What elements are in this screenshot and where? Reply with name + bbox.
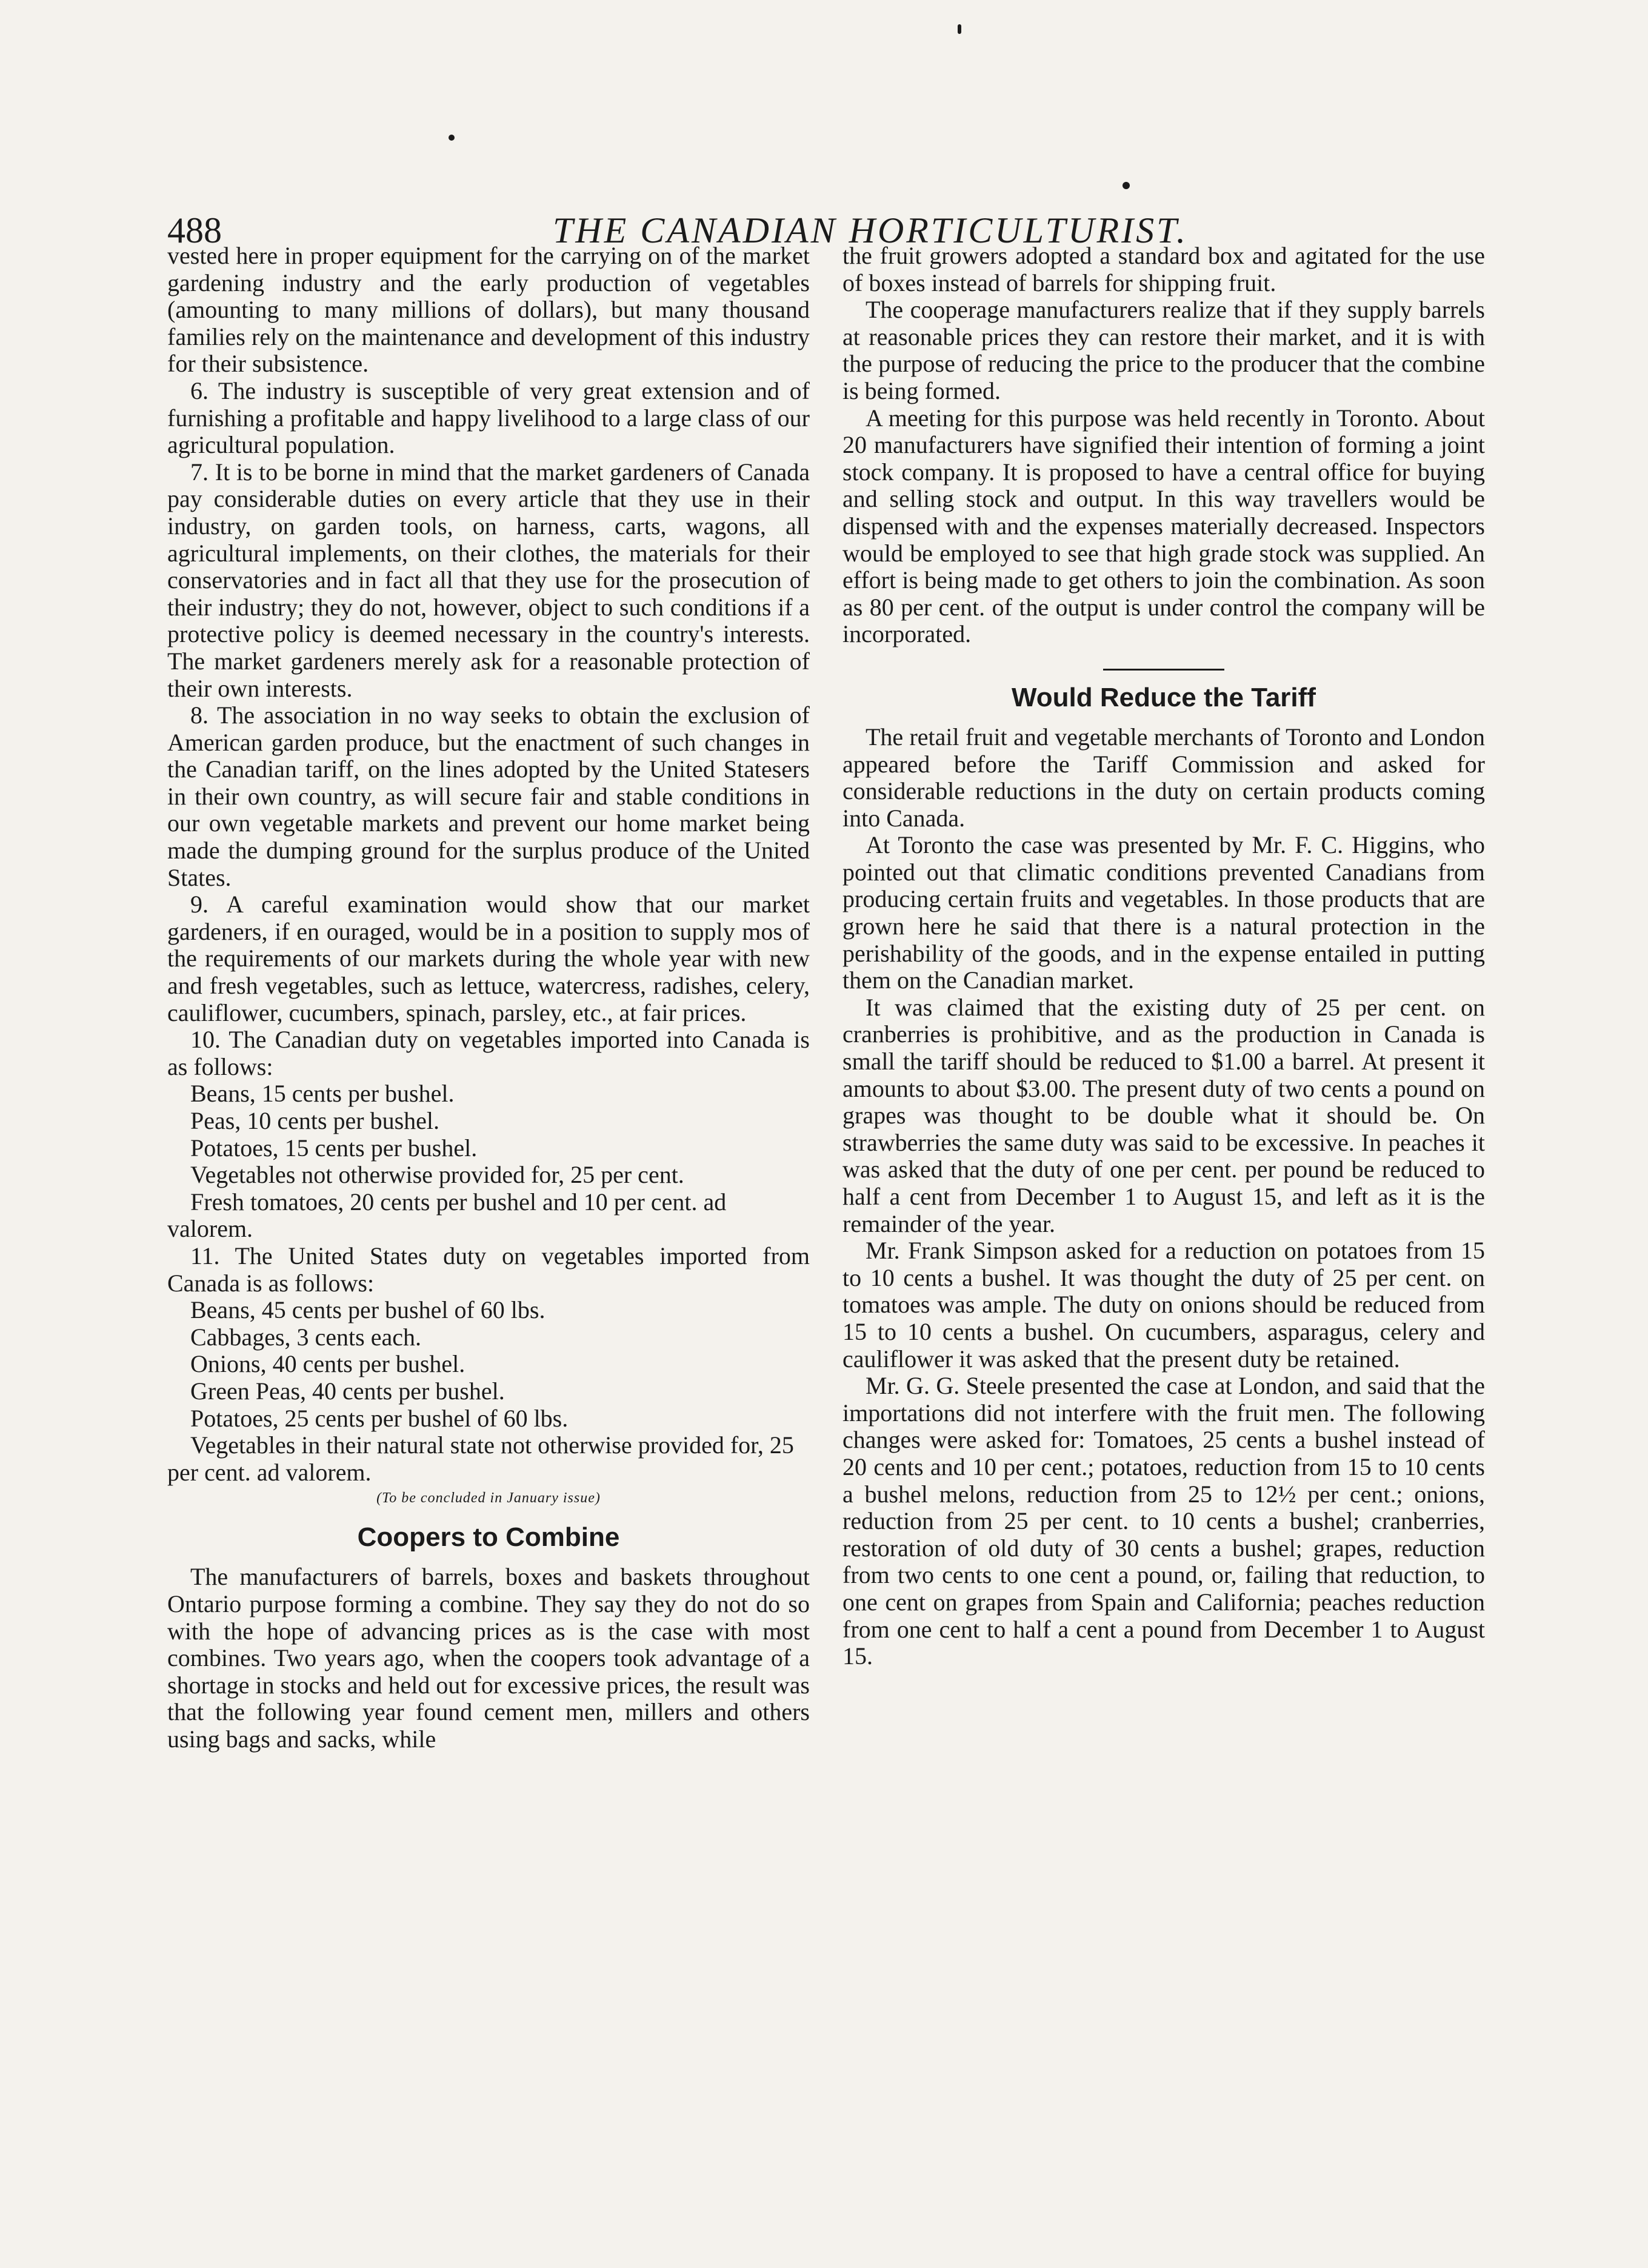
us-duty-list <box>167 1297 810 1486</box>
list-item: Vegetables not otherwise provided for, 25 per cent. <box>190 1161 684 1189</box>
list-item: Green Peas, 40 cents per bushel. <box>190 1377 505 1405</box>
list-item: Potatoes, 25 cents per bushel of 60 lbs. <box>190 1404 569 1432</box>
paragraph-10: 10. The Canadian duty on vegetables imported into Canada is as follows: <box>167 1026 810 1080</box>
section-divider <box>1103 669 1224 671</box>
paragraph: The retail fruit and vegetable merchants of Toronto and London appeared before the Tariff Commission and asked for considerable reductions in the duty on certain products coming into Canada. <box>842 723 1485 832</box>
continuation-note: (To be concluded in January issue) <box>376 1490 601 1507</box>
list-item: Vegetables in their natural state not otherwise provided for, 25 per cent. ad valorem. <box>167 1431 794 1486</box>
list-item: Beans, 15 cents per bushel. <box>190 1080 455 1108</box>
paragraph-8: 8. The association in no way seeks to obtain the exclusion of American garden produce, but the enactment of such changes in the Canadian tariff, on the lines adopted by the United Statesers in their own country, as will secure fair and stable conditions in our own vegetable markets and prevent our home market being made the dumping ground for the surplus produce of the United States. <box>167 701 810 891</box>
section-heading-coopers: Coopers to Combine <box>357 1522 620 1553</box>
list-item: Beans, 45 cents per bushel of 60 lbs. <box>190 1296 545 1324</box>
paragraph: The cooperage manufacturers realize that if they supply barrels at reasonable prices they can restore their market, and it is with the purpose of reducing the price to the producer that the combine is being formed. <box>842 296 1485 404</box>
paragraph: At Toronto the case was presented by Mr. F. C. Higgins, who pointed out that climatic conditions prevented Canadians from producing certain fruits and vegetables. In those products that are grown here he said that there is a natural protection in the perishability of the goods, and in the expense entailed in putting them on the Canadian market. <box>842 831 1485 994</box>
right-column <box>842 243 1485 1670</box>
paragraph-continued: the fruit growers adopted a standard box and agitated for the use of boxes instead of barrels for shipping fruit. <box>842 242 1485 296</box>
paragraph-continued: vested here in proper equipment for the carrying on of the market gardening industry and the early production of vegetables (amounting to many millions of dollars), but many thousand families rely on the maintenance and development of this industry for their subsistence. <box>167 242 810 378</box>
page-number: 488 <box>167 210 222 250</box>
list-item: Onions, 40 cents per bushel. <box>190 1350 465 1378</box>
list-item: Fresh tomatoes, 20 cents per bushel and 10 per cent. ad valorem. <box>167 1188 727 1243</box>
paragraph: It was claimed that the existing duty of 25 per cent. on cranberries is prohibitive, and as the production in Canada is small the tariff should be reduced to $1.00 a barrel. At present it amounts to about $3.00. The present duty of two cents a pound on grapes was thought to be double what it should be. On strawberries the same duty was said to be excessive. In peaches it was asked that the duty of one per cent. per pound be reduced to half a cent from December 1 to August 15, and left as it is the remainder of the year. <box>842 993 1485 1237</box>
paragraph-7: 7. It is to be borne in mind that the market gardeners of Canada pay considerable duties on every article that they use in their industry, on garden tools, on harness, carts, wagons, all agricultural implements, on their clothes, the materials for their conservatories and in fact all that they use for the prosecution of their industry; they do not, however, object to such conditions if a protective policy is deemed necessary in the country's interests. The market gardeners merely ask for a reasonable protection of their own interests. <box>167 458 810 702</box>
section-heading-tariff: Would Reduce the Tariff <box>1012 682 1316 712</box>
paragraph: A meeting for this purpose was held recently in Toronto. About 20 manufacturers have signified their intention of forming a joint stock company. It is proposed to have a central office for buying and selling stock and output. In this way travellers would be dispensed with and the expenses materially decreased. Inspectors would be employed to see that high grade stock was supplied. An effort is being made to get others to join the combination. As soon as 80 per cent. of the output is under control the company will be incorporated. <box>842 404 1485 648</box>
paragraph-11: 11. The United States duty on vegetables imported from Canada is as follows: <box>167 1242 810 1297</box>
paragraph-9: 9. A careful examination would show that our market gardeners, if en ouraged, would be in a position to supply mos of the requirements of our markets during the whole year with new and fresh vegetables, such as lettuce, watercress, radishes, celery, cauliflower, cucumbers, spinach, parsley, etc., at fair prices. <box>167 891 810 1026</box>
ink-speck <box>1123 182 1130 189</box>
ink-speck <box>449 135 455 141</box>
ink-speck <box>958 24 961 34</box>
list-item: Potatoes, 15 cents per bushel. <box>190 1134 478 1162</box>
canadian-duty-list <box>167 1080 810 1243</box>
paragraph-coopers: The manufacturers of barrels, boxes and baskets throughout Ontario purpose forming a combine. They say they do not do so with the hope of advancing prices as is the case with most combines. Two years ago, when the coopers took advantage of a shortage in stocks and held out for excessive prices, the result was that the following year found cement men, millers and others using bags and sacks, while <box>167 1563 810 1753</box>
running-title: THE CANADIAN HORTICULTURIST. <box>552 210 1189 250</box>
paragraph: Mr. Frank Simpson asked for a reduction on potatoes from 15 to 10 cents a bushel. It was thought the duty of 25 per cent. on tomatoes was ample. The duty on onions should be reduced from 15 to 10 cents a bushel. On cucumbers, asparagus, celery and cauliflower it was asked that the present duty be retained. <box>842 1237 1485 1373</box>
paragraph-6: 6. The industry is susceptible of very great extension and of furnishing a profitable and happy livelihood to a large class of our agricultural population. <box>167 376 810 459</box>
left-column <box>167 243 810 1753</box>
list-item: Cabbages, 3 cents each. <box>190 1323 421 1351</box>
paragraph: Mr. G. G. Steele presented the case at London, and said that the importations did not interfere with the fruit men. The following changes were asked for: Tomatoes, 25 cents a bushel instead of 20 cents and 10 per cent.; potatoes, reduction from 15 to 10 cents a bushel melons, reduction from 25 to 12½ per cent.; onions, reduction from 25 per cent. to 10 cents a bushel; cranberries, restoration of old duty of 30 cents a bushel; grapes, reduction from two cents to one cent a pound, or, failing that reduction, to one cent on grapes from Spain and California; peaches reduction from one cent to half a cent a pound from December 1 to August 15. <box>842 1372 1485 1670</box>
list-item: Peas, 10 cents per bushel. <box>190 1107 440 1134</box>
